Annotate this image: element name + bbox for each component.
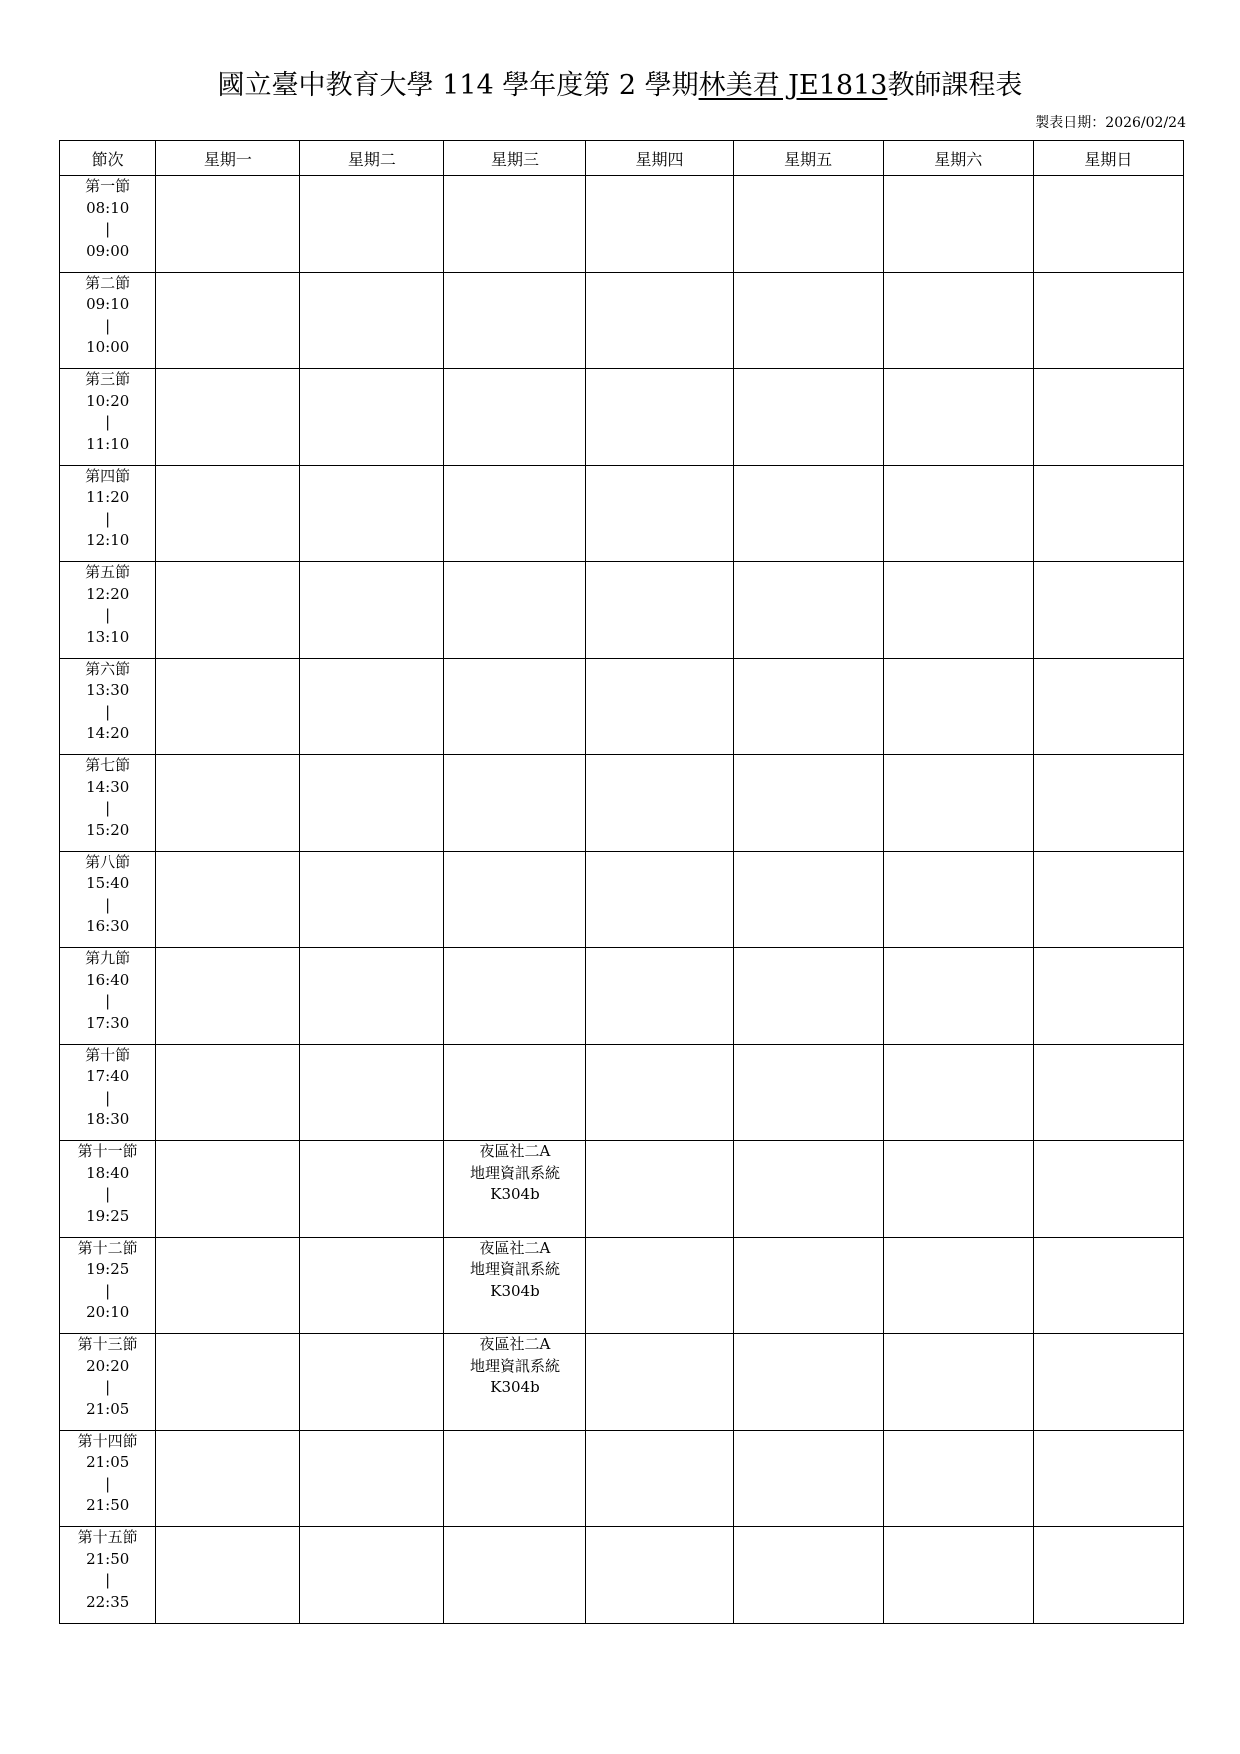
schedule-cell (1033, 1430, 1183, 1527)
time-separator: | (105, 1281, 111, 1300)
schedule-cell (883, 948, 1033, 1045)
period-end-time: 10:00 (86, 338, 130, 356)
period-label: 第三節 (85, 370, 131, 388)
period-label: 第十二節 (77, 1238, 138, 1257)
period-start-time: 08:10 (86, 198, 130, 217)
period-label: 第四節 (85, 466, 131, 485)
schedule-cell (156, 1527, 300, 1624)
time-separator: | (105, 606, 111, 624)
schedule-cell (300, 1334, 444, 1431)
period-start-time: 17:40 (86, 1067, 130, 1085)
period-end-time: 13:10 (86, 627, 130, 646)
period-label: 第九節 (85, 949, 131, 967)
schedule-cell (733, 1141, 883, 1238)
schedule-header (60, 141, 1184, 176)
schedule-cell (586, 658, 733, 755)
schedule-cell (586, 851, 733, 948)
table-row (60, 755, 1184, 852)
schedule-cell (156, 755, 300, 852)
schedule-cell (300, 369, 444, 466)
column-header-day-6: 星期六 (883, 141, 1033, 176)
period-cell (60, 1044, 156, 1141)
schedule-cell (883, 658, 1033, 755)
page-title (0, 68, 1240, 104)
period-cell (60, 755, 156, 852)
schedule-cell (444, 851, 586, 948)
column-header-day-1: 星期一 (156, 141, 300, 176)
schedule-cell (444, 755, 586, 852)
schedule-cell (156, 948, 300, 1045)
period-end-time: 19:25 (86, 1206, 130, 1225)
schedule-cell (883, 1527, 1033, 1624)
schedule-cell (586, 465, 733, 562)
period-label: 第十三節 (77, 1335, 138, 1353)
schedule-cell (883, 369, 1033, 466)
period-cell (60, 1237, 156, 1334)
column-header-day-7: 星期日 (1033, 141, 1183, 176)
schedule-cell (883, 1044, 1033, 1141)
schedule-cell (444, 1141, 586, 1238)
schedule-cell (733, 369, 883, 466)
schedule-cell (883, 1141, 1033, 1238)
period-cell (60, 1141, 156, 1238)
schedule-cell (733, 755, 883, 852)
period-cell (60, 465, 156, 562)
period-label: 第十節 (85, 1045, 131, 1064)
period-label: 第八節 (85, 852, 131, 871)
period-label: 第六節 (85, 659, 131, 678)
schedule-cell (156, 1237, 300, 1334)
time-separator: | (105, 413, 111, 431)
schedule-cell (156, 369, 300, 466)
period-label: 第五節 (85, 563, 131, 581)
period-cell (60, 562, 156, 659)
schedule-cell (300, 658, 444, 755)
period-label: 第十一節 (77, 1142, 138, 1160)
schedule-cell (444, 1237, 586, 1334)
schedule-cell (444, 1527, 586, 1624)
schedule-cell (733, 1527, 883, 1624)
period-end-time: 21:50 (86, 1496, 130, 1514)
schedule-table (59, 140, 1184, 1624)
period-cell (60, 176, 156, 273)
schedule-cell (883, 562, 1033, 659)
schedule-cell (300, 272, 444, 369)
schedule-cell (1033, 176, 1183, 273)
schedule-body (60, 176, 1184, 1624)
schedule-cell (300, 755, 444, 852)
schedule-cell (883, 755, 1033, 852)
schedule-cell (883, 465, 1033, 562)
period-label: 第十五節 (77, 1528, 138, 1546)
schedule-cell (300, 1430, 444, 1527)
period-start-time: 21:50 (86, 1549, 130, 1568)
header-row (60, 141, 1184, 176)
schedule-cell (1033, 465, 1183, 562)
table-row (60, 272, 1184, 369)
period-start-time: 11:20 (86, 488, 130, 506)
schedule-cell (300, 948, 444, 1045)
schedule-cell (733, 948, 883, 1045)
schedule-cell (444, 369, 586, 466)
schedule-cell (586, 1044, 733, 1141)
schedule-cell (444, 1044, 586, 1141)
period-cell (60, 658, 156, 755)
period-end-time: 20:10 (86, 1303, 130, 1321)
schedule-cell (586, 1141, 733, 1238)
table-row (60, 1237, 1184, 1334)
schedule-cell (883, 272, 1033, 369)
schedule-cell (733, 1044, 883, 1141)
schedule-cell (444, 1334, 586, 1431)
period-end-time: 22:35 (86, 1592, 130, 1611)
schedule-cell (1033, 1237, 1183, 1334)
schedule-cell (586, 948, 733, 1045)
period-cell (60, 369, 156, 466)
period-cell (60, 1527, 156, 1624)
period-label: 第十四節 (77, 1431, 138, 1450)
schedule-cell (1033, 272, 1183, 369)
period-end-time: 21:05 (86, 1399, 130, 1418)
print-date: 製表日期：2026/02/24 (1035, 115, 1186, 131)
schedule-cell (733, 851, 883, 948)
period-label: 第七節 (85, 756, 131, 774)
schedule-cell (156, 851, 300, 948)
time-separator: | (105, 1571, 111, 1589)
period-label: 第二節 (85, 273, 131, 292)
period-start-time: 21:05 (86, 1453, 130, 1471)
time-separator: | (105, 316, 111, 335)
schedule-cell (156, 562, 300, 659)
period-start-time: 14:30 (86, 777, 130, 796)
time-separator: | (105, 702, 111, 721)
schedule-cell (444, 272, 586, 369)
schedule-cell (586, 272, 733, 369)
schedule-cell (1033, 851, 1183, 948)
schedule-cell (733, 465, 883, 562)
schedule-cell (733, 1237, 883, 1334)
schedule-cell (1033, 369, 1183, 466)
time-separator: | (105, 1088, 111, 1107)
schedule-cell (156, 272, 300, 369)
schedule-cell (733, 658, 883, 755)
time-separator: | (105, 509, 111, 528)
schedule-cell (444, 1430, 586, 1527)
schedule-cell (300, 1527, 444, 1624)
time-separator: | (105, 1378, 111, 1396)
teacher-name: 林美君 JE1813 (698, 70, 888, 101)
schedule-cell (156, 176, 300, 273)
table-row (60, 1430, 1184, 1527)
time-separator: | (105, 992, 111, 1010)
table-row (60, 369, 1184, 466)
title-prefix: 國立臺中教育大學 114 學年度第 2 學期 (217, 70, 699, 101)
period-cell (60, 851, 156, 948)
column-header-day-5: 星期五 (733, 141, 883, 176)
schedule-cell (883, 1237, 1033, 1334)
course-line: 夜區社二A (479, 1142, 551, 1160)
table-row (60, 1141, 1184, 1238)
table-row (60, 658, 1184, 755)
course-line: K304b (490, 1378, 540, 1396)
schedule-cell (1033, 1044, 1183, 1141)
schedule-cell (586, 755, 733, 852)
table-row (60, 948, 1184, 1045)
period-label: 第一節 (85, 177, 131, 195)
schedule-cell (733, 1334, 883, 1431)
period-start-time: 13:30 (86, 681, 130, 699)
schedule-cell (586, 369, 733, 466)
schedule-cell (444, 658, 586, 755)
schedule-cell (156, 658, 300, 755)
course-line: 地理資訊系統 (469, 1356, 560, 1375)
period-cell (60, 1430, 156, 1527)
period-end-time: 16:30 (86, 917, 130, 935)
period-end-time: 17:30 (86, 1013, 130, 1032)
course-line: K304b (490, 1281, 540, 1300)
period-cell (60, 272, 156, 369)
schedule-cell (1033, 1527, 1183, 1624)
column-header-day-2: 星期二 (300, 141, 444, 176)
schedule-cell (733, 176, 883, 273)
period-start-time: 09:10 (86, 295, 130, 313)
schedule-cell (156, 465, 300, 562)
schedule-cell (1033, 1334, 1183, 1431)
schedule-cell (883, 1334, 1033, 1431)
schedule-cell (1033, 562, 1183, 659)
period-end-time: 11:10 (86, 434, 130, 453)
schedule-cell (586, 1334, 733, 1431)
period-end-time: 12:10 (86, 531, 130, 549)
period-start-time: 18:40 (86, 1163, 130, 1182)
course-line: 夜區社二A (479, 1335, 551, 1353)
schedule-cell (586, 1237, 733, 1334)
schedule-cell (300, 1044, 444, 1141)
schedule-cell (156, 1334, 300, 1431)
period-start-time: 12:20 (86, 584, 130, 603)
table-row (60, 1527, 1184, 1624)
column-header-day-4: 星期四 (586, 141, 733, 176)
schedule-cell (444, 465, 586, 562)
course-line: 夜區社二A (479, 1238, 551, 1257)
schedule-cell (300, 1237, 444, 1334)
period-end-time: 09:00 (86, 241, 130, 260)
column-header-period: 節次 (60, 141, 156, 176)
period-cell (60, 948, 156, 1045)
schedule-cell (733, 1430, 883, 1527)
period-end-time: 18:30 (86, 1110, 130, 1128)
period-start-time: 20:20 (86, 1356, 130, 1375)
schedule-cell (300, 1141, 444, 1238)
period-start-time: 15:40 (86, 874, 130, 892)
schedule-cell (1033, 658, 1183, 755)
period-cell (60, 1334, 156, 1431)
course-line: 地理資訊系統 (469, 1163, 560, 1182)
course-line: K304b (490, 1185, 540, 1203)
schedule-cell (300, 465, 444, 562)
time-separator: | (105, 220, 111, 238)
schedule-cell (733, 562, 883, 659)
schedule-cell (156, 1044, 300, 1141)
period-end-time: 14:20 (86, 724, 130, 742)
time-separator: | (105, 1185, 111, 1203)
schedule-cell (156, 1141, 300, 1238)
table-row (60, 1044, 1184, 1141)
schedule-cell (883, 851, 1033, 948)
schedule-cell (300, 851, 444, 948)
schedule-cell (156, 1430, 300, 1527)
schedule-cell (1033, 948, 1183, 1045)
table-row (60, 1334, 1184, 1431)
schedule-cell (300, 176, 444, 273)
period-start-time: 16:40 (86, 970, 130, 989)
title-suffix: 教師課程表 (887, 70, 1023, 101)
schedule-cell (300, 562, 444, 659)
period-end-time: 15:20 (86, 820, 130, 839)
period-start-time: 19:25 (86, 1260, 130, 1278)
schedule-cell (1033, 1141, 1183, 1238)
time-separator: | (105, 1474, 111, 1493)
schedule-cell (586, 1527, 733, 1624)
schedule-cell (883, 1430, 1033, 1527)
schedule-cell (883, 176, 1033, 273)
table-row (60, 465, 1184, 562)
table-row (60, 851, 1184, 948)
schedule-cell (1033, 755, 1183, 852)
table-row (60, 562, 1184, 659)
table-row (60, 176, 1184, 273)
course-line: 地理資訊系統 (469, 1260, 560, 1278)
time-separator: | (105, 895, 111, 914)
schedule-cell (444, 176, 586, 273)
column-header-day-3: 星期三 (444, 141, 586, 176)
period-start-time: 10:20 (86, 391, 130, 410)
schedule-cell (444, 562, 586, 659)
schedule-cell (444, 948, 586, 1045)
schedule-cell (733, 272, 883, 369)
schedule-cell (586, 1430, 733, 1527)
schedule-cell (586, 562, 733, 659)
time-separator: | (105, 799, 111, 817)
schedule-cell (586, 176, 733, 273)
